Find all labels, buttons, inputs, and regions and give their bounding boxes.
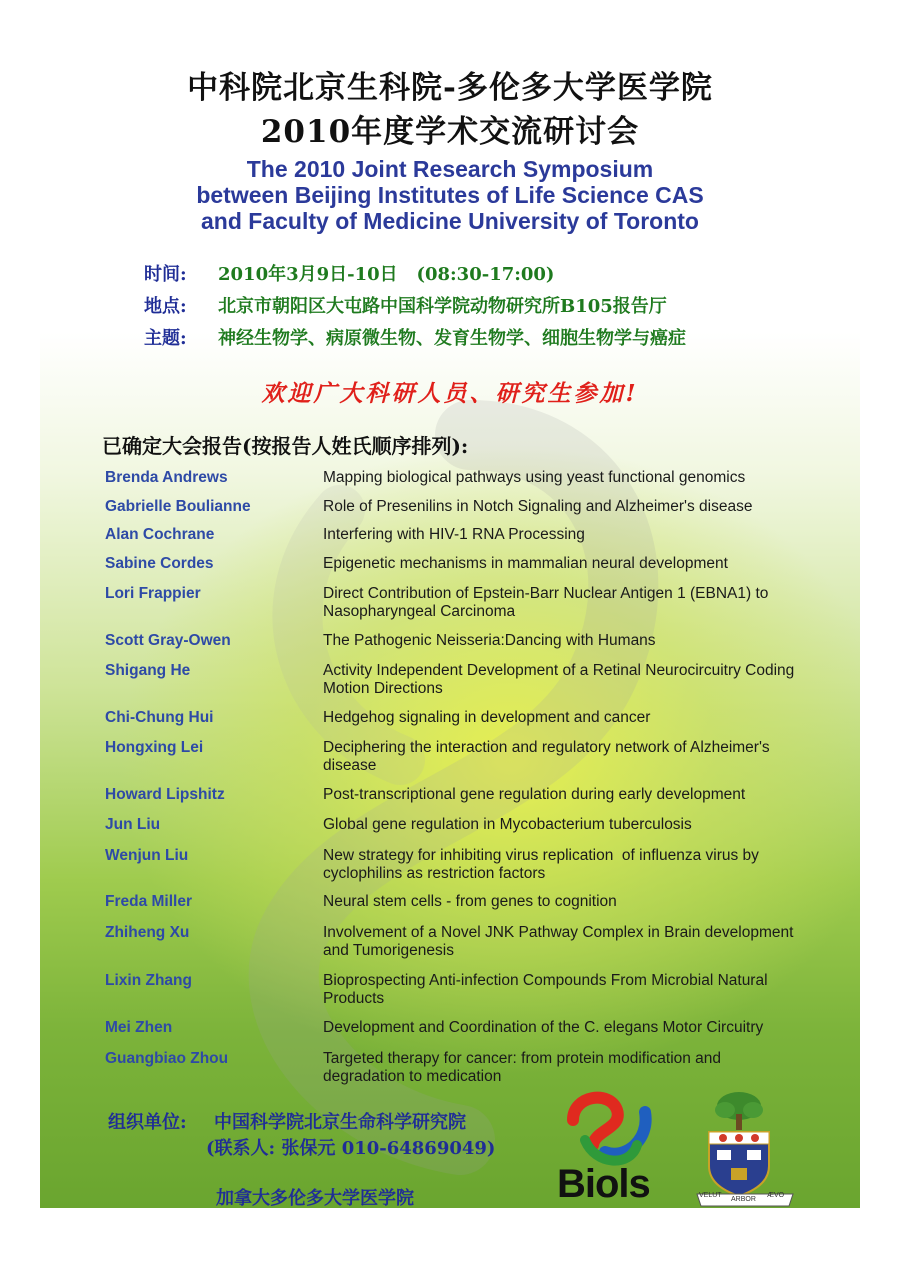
crest-motto-center: ARBOR <box>731 1196 756 1203</box>
talk-title: New strategy for inhibiting virus replication of influenza virus by cyclophilins as restriction factors <box>323 847 764 882</box>
speaker-name: Freda Miller <box>105 893 192 910</box>
organizer-contact: (联系人: 张保元 010-64869049) <box>206 1138 496 1159</box>
speaker-name: Jun Liu <box>105 816 161 833</box>
speaker-name: Mei Zhen <box>105 1019 173 1036</box>
talk-title: Direct Contribution of Epstein-Barr Nuclear Antigen 1 (EBNA1) to Nasopharyngeal Carcinoma <box>323 585 769 620</box>
crest-motto-left: VELUT <box>699 1192 722 1199</box>
talk-title: Deciphering the interaction and regulatory network of Alzheimer's disease <box>323 739 770 774</box>
talk-title: Involvement of a Novel JNK Pathway Complex in Brain development and Tumorigenesis <box>323 924 794 959</box>
time-value: 2010年3月9日-10日 (08:30-17:00) <box>218 264 555 285</box>
talk-title: Development and Coordination of the C. elegans Motor Circuitry <box>323 1019 764 1036</box>
speaker-name: Hongxing Lei <box>105 739 204 756</box>
talk-title: Hedgehog signaling in development and cancer <box>323 709 651 726</box>
title-en-line1: The 2010 Joint Research Symposium <box>246 156 654 182</box>
welcome-slogan: 欢迎广大科研人员、研究生参加! <box>261 380 639 407</box>
organizer-label: 组织单位: <box>108 1112 187 1133</box>
talk-title: Activity Independent Development of a Retinal Neurocircuitry Coding Motion Directions <box>323 662 795 697</box>
time-label: 时间: <box>144 264 187 285</box>
title-en-line3: and Faculty of Medicine University of Toronto <box>201 208 699 234</box>
talk-title: The Pathogenic Neisseria:Dancing with Humans <box>323 632 656 649</box>
speaker-name: Shigang He <box>105 662 191 679</box>
talk-title: Post-transcriptional gene regulation during early development <box>323 786 746 803</box>
biols-swirl-icon <box>555 1090 665 1168</box>
biols-wordmark: Biols <box>557 1162 650 1206</box>
talk-title: Global gene regulation in Mycobacterium tuberculosis <box>323 816 692 833</box>
speaker-name: Chi-Chung Hui <box>105 709 214 726</box>
speaker-name: Lori Frappier <box>105 585 201 602</box>
speaker-name: Guangbiao Zhou <box>105 1050 229 1067</box>
place-label: 地点: <box>144 296 187 317</box>
organizer-org2: 加拿大多伦多大学医学院 <box>216 1188 414 1208</box>
talk-title: Epigenetic mechanisms in mammalian neural development <box>323 555 728 572</box>
speaker-name: Gabrielle Boulianne <box>105 498 251 515</box>
speaker-name: Lixin Zhang <box>105 972 192 989</box>
talk-title: Bioprospecting Anti-infection Compounds From Microbial Natural Products <box>323 972 768 1007</box>
title-en-line2: between Beijing Institutes of Life Science CAS <box>196 182 704 208</box>
speaker-name: Scott Gray-Owen <box>105 632 231 649</box>
speaker-name: Sabine Cordes <box>105 555 214 572</box>
talk-title: Mapping biological pathways using yeast functional genomics <box>323 469 746 486</box>
topic-value: 神经生物学、病原微生物、发育生物学、细胞生物学与癌症 <box>218 328 686 349</box>
crest-shield-icon <box>695 1088 795 1208</box>
talk-title: Targeted therapy for cancer: from protein modification and degradation to medication <box>323 1050 722 1085</box>
speaker-name: Wenjun Liu <box>105 847 189 864</box>
talk-title: Interfering with HIV-1 RNA Processing <box>323 526 585 543</box>
poster <box>40 40 860 1208</box>
speaker-name: Alan Cochrane <box>105 526 215 543</box>
place-value: 北京市朝阳区大屯路中国科学院动物研究所B105报告厅 <box>218 296 667 317</box>
title-cn-line1: 中科院北京生科院-多伦多大学医学院 <box>187 70 713 106</box>
speaker-name: Zhiheng Xu <box>105 924 190 941</box>
talk-list-heading: 已确定大会报告(按报告人姓氏顺序排列): <box>102 434 469 458</box>
title-cn-line2: 2010年度学术交流研讨会 <box>260 114 640 150</box>
biols-logo <box>555 1090 665 1208</box>
organizer-org1: 中国科学院北京生命科学研究院 <box>214 1112 466 1133</box>
speaker-name: Brenda Andrews <box>105 469 228 486</box>
speaker-name: Howard Lipshitz <box>105 786 225 803</box>
talk-title: Neural stem cells - from genes to cognition <box>323 893 617 910</box>
talk-title: Role of Presenilins in Notch Signaling and Alzheimer's disease <box>323 498 753 515</box>
crest-motto-right: ÆVO <box>767 1192 785 1199</box>
topic-label: 主题: <box>144 328 187 349</box>
university-crest-logo <box>695 1088 795 1208</box>
